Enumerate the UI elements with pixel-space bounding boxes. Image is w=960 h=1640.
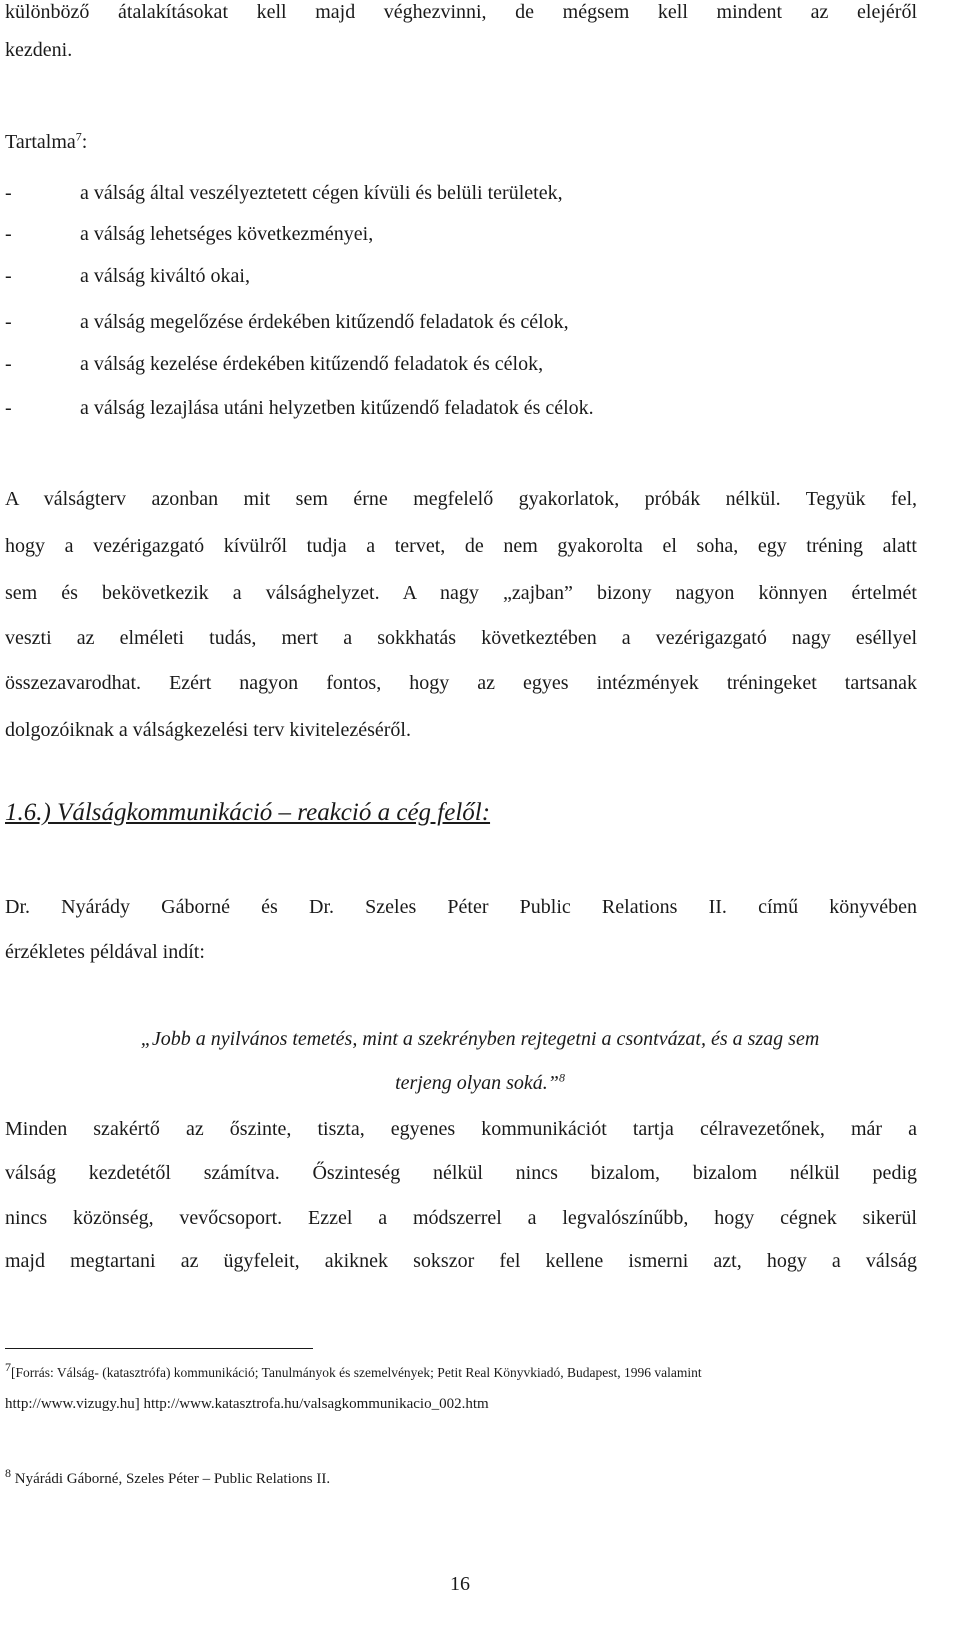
list-item: a válság megelőzése érdekében kitűzendő feladatok és célok,: [80, 311, 569, 333]
paragraph-line: válság kezdetétől számítva. Őszinteség nélkül nincs bizalom, bizalom nélkül pedig: [5, 1162, 917, 1184]
footnote-ref[interactable]: 7: [75, 129, 82, 144]
list-bullet: -: [5, 353, 12, 375]
paragraph-line: Minden szakértő az őszinte, tiszta, egyenes kommunikációt tartja célravezetőnek, már a: [5, 1118, 917, 1140]
list-item: a válság kezelése érdekében kitűzendő feladatok és célok,: [80, 353, 544, 375]
footnote-text: Nyárádi Gáborné, Szeles Péter – Public Relations II.: [14, 1471, 331, 1487]
quote-line: terjeng olyan soká.”$^8$: [395, 1070, 565, 1094]
list-item: a válság lehetséges következményei,: [80, 223, 374, 245]
intro-line: különböző átalakításokat kell majd véghezvinni, de mégsem kell mindent az elejéről: [5, 1, 917, 23]
paragraph-line: nincs közönség, vevőcsoport. Ezzel a módszerrel a legvalószínűbb, hogy cégnek sikerül: [5, 1207, 917, 1229]
list-bullet: -: [5, 265, 12, 287]
paragraph-line: veszti az elméleti tudás, mert a sokkhatás következtében a vezérigazgató nagy eséllyel: [5, 627, 917, 649]
section-heading: 1.6.) Válságkommunikáció – reakció a cég felől:: [5, 799, 491, 826]
footnote-text: [Forrás: Válság- (katasztrófa) kommunikáció; Tanulmányok és szemelvények; Petit Real Könyvkiadó, Budapest, 1996 valamint: [11, 1365, 702, 1380]
list-item: a válság által veszélyeztetett cégen kívüli és belüli területek,: [80, 182, 563, 204]
paragraph-line: hogy a vezérigazgató kívülről tudja a tervet, de nem gyakorolta el soha, egy tréning alatt: [5, 535, 917, 557]
footnote-7-links[interactable]: http://www.vizugy.hu] http://www.katasztrofa.hu/valsagkommunikacio_002.htm: [5, 1396, 489, 1412]
list-item: a válság lezajlása utáni helyzetben kitűzendő feladatok és célok.: [80, 397, 594, 419]
list-bullet: -: [5, 311, 12, 333]
quote-line: „Jobb a nyilvános temetés, mint a szekrényben rejtegetni a csontvázat, és a szag sem: [140, 1028, 820, 1050]
intro-line: kezdeni.: [5, 39, 73, 61]
footnote-separator: [5, 1348, 313, 1349]
list-bullet: -: [5, 223, 12, 245]
paragraph-line: majd megtartani az ügyfeleit, akiknek sokszor fel kellene ismerni azt, hogy a válság: [5, 1250, 917, 1272]
list-bullet: -: [5, 182, 12, 204]
paragraph-line: Dr. Nyárády Gáborné és Dr. Szeles Péter Public Relations II. című könyvében: [5, 896, 917, 918]
page-number: 16: [450, 1573, 470, 1595]
contents-label: Tartalma$^7$:: [5, 129, 88, 153]
footnote-number: 7: [5, 1360, 11, 1374]
paragraph-line: sem és bekövetkezik a válsághelyzet. A nagy „zajban” bizony nagyon könnyen értelmét: [5, 582, 917, 604]
list-bullet: -: [5, 397, 12, 419]
footnote-ref[interactable]: 8: [558, 1070, 565, 1085]
list-item: a válság kiváltó okai,: [80, 265, 250, 287]
footnote-7: [5, 1360, 702, 1382]
paragraph-line: érzékletes példával indít:: [5, 941, 205, 963]
paragraph-line: dolgozóiknak a válságkezelési terv kivitelezéséről.: [5, 719, 411, 741]
paragraph-line: A válságterv azonban mit sem érne megfelelő gyakorlatok, próbák nélkül. Tegyük fel,: [5, 488, 917, 510]
footnote-8: [5, 1466, 331, 1488]
footnote-number: 8: [5, 1466, 11, 1480]
paragraph-line: összezavarodhat. Ezért nagyon fontos, hogy az egyes intézmények tréningeket tartsanak: [5, 672, 917, 694]
